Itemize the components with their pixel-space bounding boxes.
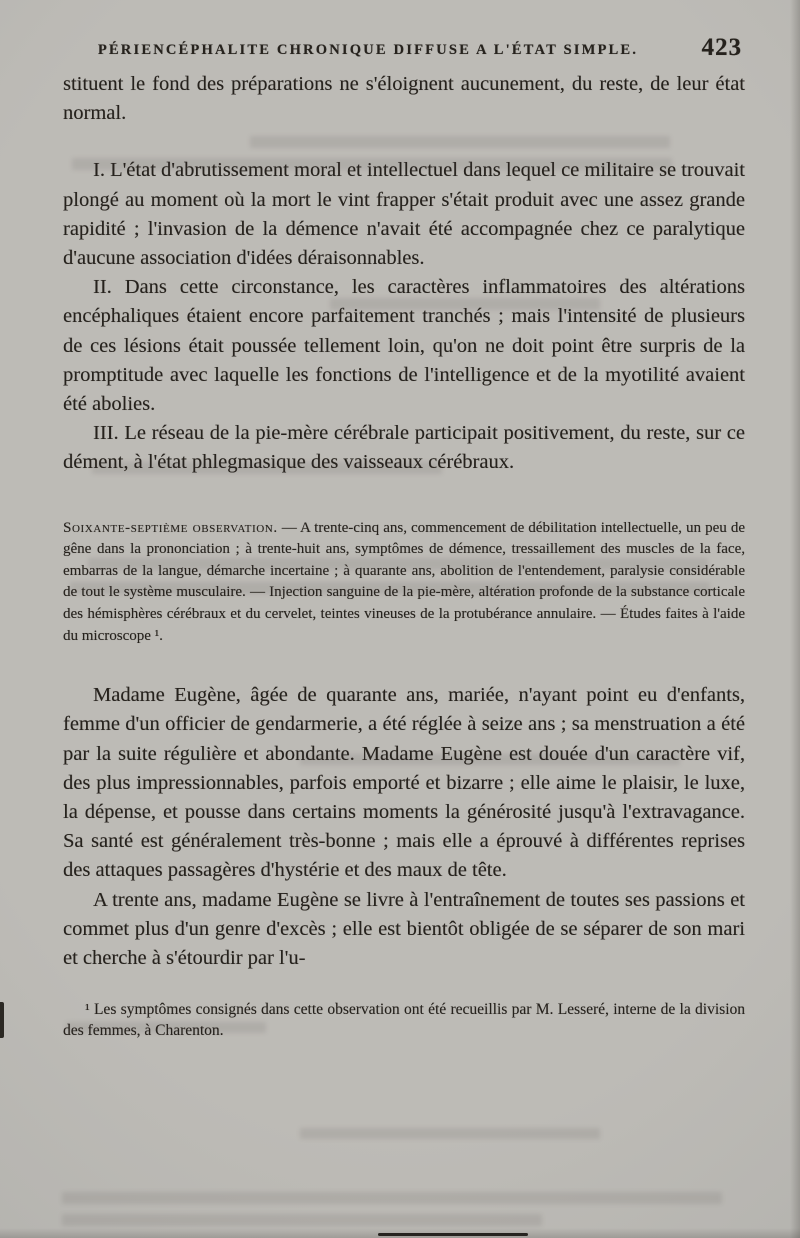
text-block	[63, 70, 745, 1041]
observation-text: — A trente-cinq ans, commencement de débilitation intellectuelle, un peu de gêne dans la prononciation ; à trente-huit ans, symptômes de démence, tressaillement des muscles de la face, embarras de la langue, démarche incertaine ; à quarante ans, abolition de l'entendement, paralysie considérable de tout le système musculaire. — Injection sanguine de la pie-mère, altération profonde de la substance corticale des hémisphères cérébraux et du cervelet, teintes vineuses de la protubérance annulaire. — Études faites à l'aide du microscope ¹.	[63, 519, 745, 644]
running-title: PÉRIENCÉPHALITE CHRONIQUE DIFFUSE A L'ÉTAT SIMPLE.	[97, 42, 639, 58]
scan-edge-mark	[378, 1233, 528, 1236]
bleedthrough-mark	[62, 1214, 542, 1226]
scan-edge-shade	[790, 0, 800, 1238]
paragraph-point-1: I. L'état d'abrutissement moral et intellectuel dans lequel ce militaire se trouvait plongé au moment où la mort le vint frapper s'était produit avec une assez grande rapidité ; l'invasion de la démence n'avait été accompagnée chez ce paralytique d'aucune association d'idées déraisonnables.	[63, 159, 745, 270]
bleedthrough-mark	[62, 1192, 722, 1204]
paragraph-trente-ans: A trente ans, madame Eugène se livre à l'entraînement de toutes ses passions et commet plus d'un genre d'excès ; elle est bientôt obligée de se séparer de son mari et cherche à s'étourdir par l'u-	[63, 888, 745, 970]
scan-edge-mark	[0, 1002, 4, 1038]
footnote: ¹ Les symptômes consignés dans cette observation ont été recueillis par M. Lesseré, interne de la division des femmes, à Charenton.	[63, 1001, 745, 1040]
paragraph-continuation: stituent le fond des préparations ne s'éloignent aucunement, du reste, de leur état normal.	[63, 73, 745, 125]
observation-paragraph	[63, 518, 745, 648]
paragraph-point-2: II. Dans cette circonstance, les caractères inflammatoires des altérations encéphaliques étaient encore parfaitement tranchés ; mais l'intensité de plusieurs de ces lésions était poussée tellement loin, qu'on ne doit point être surpris de la promptitude avec laquelle les fonctions de l'intelligence et de la myotilité avaient été abolies.	[63, 276, 745, 416]
page-number: 423	[701, 34, 742, 61]
paragraph-point-3: III. Le réseau de la pie-mère cérébrale participait positivement, du reste, sur ce dément, à l'état phlegmasique des vaisseaux cérébraux.	[63, 422, 745, 474]
observation-lead: Soixante-septième observation.	[63, 519, 278, 536]
bleedthrough-mark	[300, 1128, 600, 1139]
paragraph-madame-eugene: Madame Eugène, âgée de quarante ans, mariée, n'ayant point eu d'enfants, femme d'un officier de gendarmerie, a été réglée à seize ans ; sa menstruation a été par la suite régulière et abondante. Madame Eugène est douée d'un caractère vif, des plus impressionnables, parfois emporté et bizarre ; elle aime le plaisir, le luxe, la dépense, et pousse dans certains moments la générosité jusqu'à l'extravagance. Sa santé est généralement très-bonne ; mais elle a éprouvé à différentes reprises des attaques passagères d'hystérie et des maux de tête.	[63, 684, 745, 882]
